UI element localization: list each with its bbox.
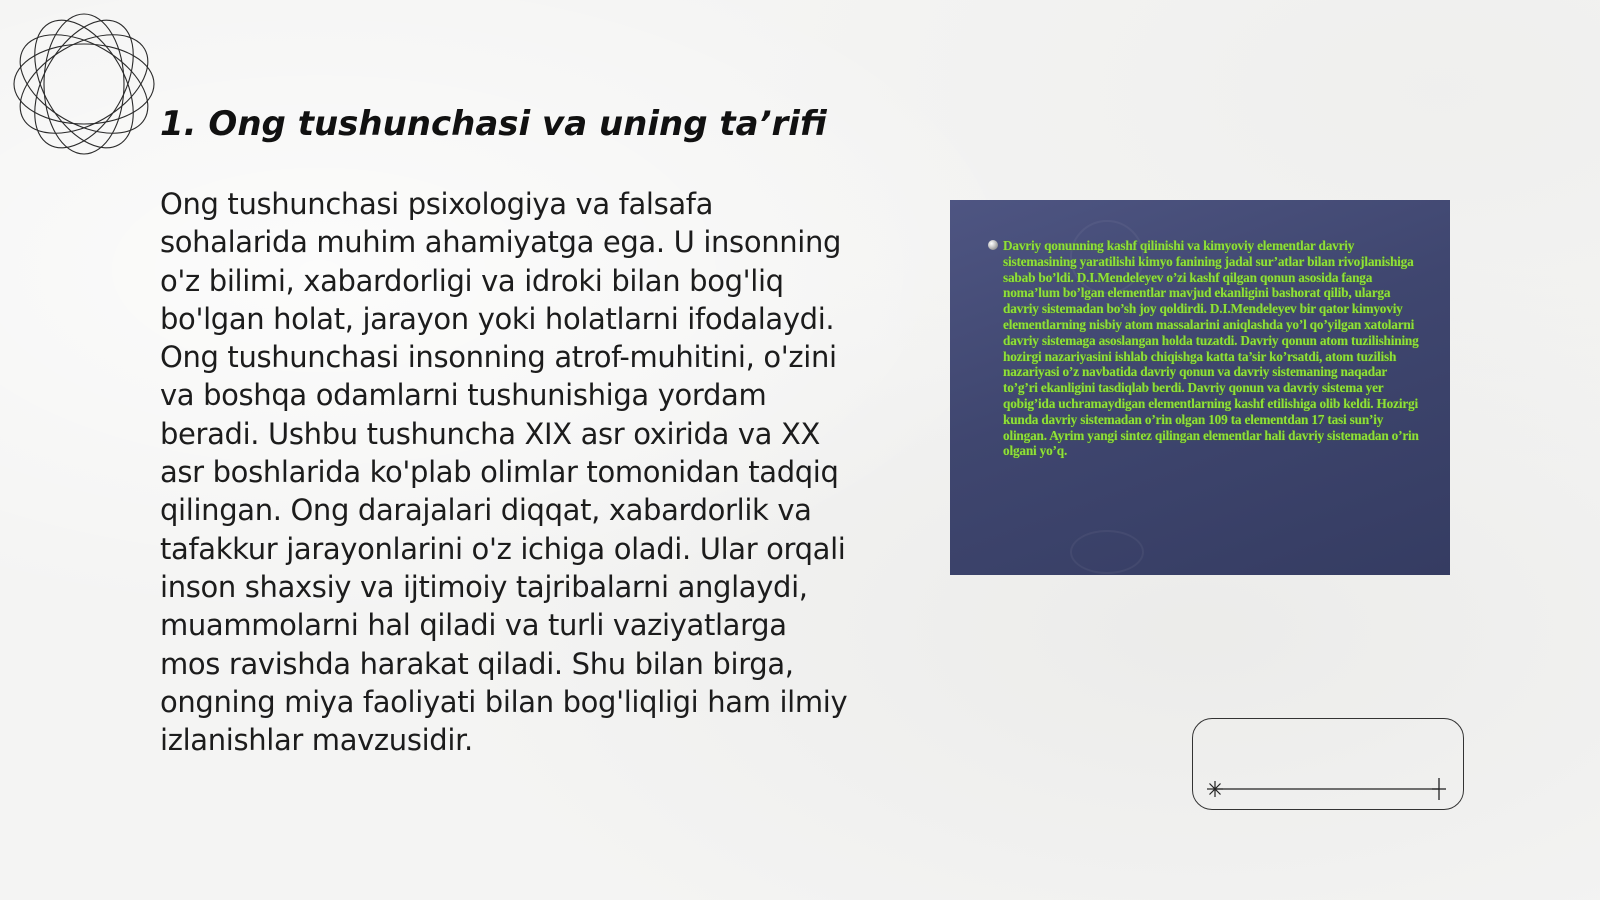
bullet-icon: [988, 240, 998, 250]
decorative-card: [1192, 718, 1464, 810]
slide-title: 1. Ong tushunchasi va uning ta’rifi: [160, 104, 827, 144]
watermark-circle: [1070, 530, 1144, 574]
slide-body-text: Ong tushunchasi psixologiya va falsafa sohalarida muhim ahamiyatga ega. U insonning o'z bilimi, xabardorligi va idroki bilan bog'liq bo'lgan holat, jarayon yoki holatlarni ifodalaydi. Ong tushunchasi insonning atrof-muhitini, o'zini va boshqa odamlarni tushunishiga yordam beradi. Ushbu tushuncha XIX asr oxirida va XX asr boshlarida ko'plab olimlar tomonidan tadqiq qilingan. Ong darajalari diqqat, xabardorlik va tafakkur jarayonlarini o'z ichiga oladi. Ular orqali inson shaxsiy va ijtimoiy tajribalarni anglaydi, muammolarni hal qiladi va turli vaziyatlarga mos ravishda harakat qiladi. Shu bilan birga, ongning miya faoliyati bilan bog'liqligi ham ilmiy izlanishlar mavzusidir.: [160, 187, 848, 758]
sparkle-line-icon: [1193, 719, 1465, 811]
rosette-circles-icon: [10, 10, 158, 158]
embedded-slide-image: [950, 200, 1450, 575]
embedded-image-text: Davriy qonunning kashf qilinishi va kimyoviy elementlar davriy sistemasining yaratilishi kimyo fanining jadal sur’atlar bilan rivojlanishiga sabab bo’ldi. D.I.Mendeleyev o’zi kashf qilgan qonun asosida fanga noma’lum bo’lgan elementlar mavjud ekanligini bashorat qilib, ularga davriy sistemadan bo’sh joy qoldirdi. D.I.Mendeleyev bir qator kimyoviy elementlarning nisbiy atom massalarini aniqlashda yo’l qo’yilgan xatolarni davriy sistemaga asoslangan holda tuzatdi. Davriy qonun atom tuzilishining hozirgi nazariyasini ishlab chiqishga katta ta’sir ko’rsatdi, atom tuzilish nazariyasi o’z navbatida davriy qonun va davriy sistemaning naqadar to’g’ri ekanligini tasdiqlab berdi. Davriy qonun va davriy sistema yer qobig’ida uchramaydigan elementlarning kashf etilishiga olib keldi. Hozirgi kunda davriy sistemadan o’rin olgan 109 ta elementdan 17 tasi sun’iy olingan. Ayrim yangi sintez qilingan elementlar hali davriy sistemadan o’rin olgani yo’q.: [1003, 238, 1419, 459]
